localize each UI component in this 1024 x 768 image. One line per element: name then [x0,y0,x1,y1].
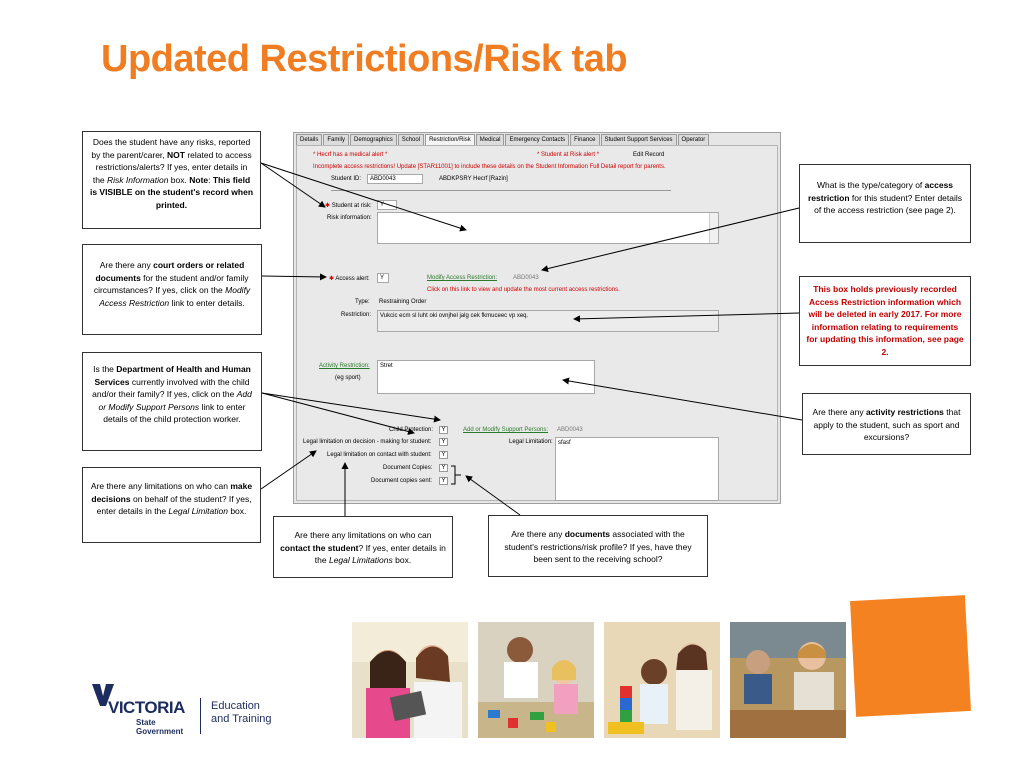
restriction-risk-screenshot [293,132,781,504]
logo-government: Government [136,727,184,736]
access-click-message: Click on this link to view and update the most current access restrictions. [427,287,620,293]
tab-restriction-risk[interactable]: Restriction/Risk [425,134,475,146]
tab-school[interactable]: School [398,134,424,146]
scrollbar[interactable] [709,213,718,243]
orange-square-decoration [850,595,971,717]
divider [331,190,671,191]
document-copies-label: Document Copies: [383,465,433,471]
restriction-textarea: Vukcic ecm sl luht oki ovnjhel jalg cek fkmuceec vp xeq. [377,310,719,332]
risk-information-textarea[interactable] [377,212,719,244]
tab-student-support-services[interactable]: Student Support Services [601,134,677,146]
photo-classroom [730,622,846,738]
tab-operator[interactable]: Operator [678,134,710,146]
callout-access-restriction: What is the type/category of access restriction for this student? Enter details of the access restriction (see page 2). [799,164,971,243]
legal-contact-label: Legal limitation on contact with student: [327,452,432,458]
legal-decision-field[interactable]: Y [439,438,448,446]
type-value: Restraining Order [379,299,427,305]
callout-documents: Are there any documents associated with the student's restrictions/risk profile? If yes, have they been sent to the receiving school? [488,515,708,577]
activity-restriction-textarea[interactable]: Stret [377,360,595,394]
document-sent-label: Document copies sent: [371,478,433,484]
tab-family[interactable]: Family [323,134,349,146]
access-alert-field[interactable]: Y [377,273,389,283]
student-name: ABDKPSRY Hecrf [Razin] [439,176,508,182]
edit-record: Edit Record [633,152,665,158]
logo-education-training [211,700,272,726]
risk-alert: * Student at Risk alert * [537,152,600,158]
callout-contact-student: Are there any limitations on who can contact the student? If yes, enter details in the Legal Limitations box. [273,516,453,578]
legal-limitation-label: Legal Limitation: [509,439,553,445]
legal-decision-label: Legal limitation on decision - making for student: [303,439,432,445]
child-protection-label: Child Protection: [389,427,434,433]
logo-education: Education [211,700,260,712]
callout-make-decisions: Are there any limitations on who can make decisions on behalf of the student? If yes, enter details in the Legal Limitation box. [82,467,261,543]
tab-content [296,145,778,501]
tab-demographics[interactable]: Demographics [350,134,397,146]
callout-dhhs: Is the Department of Health and Human Services currently involved with the child and/or their family? If yes, click on the Add or Modify Support Persons link to enter details of the child protection worker. [82,352,262,451]
incomplete-message: Incomplete access restrictions! Update [STAR11001] to include these details on the Student Information Full Detail report for parents. [313,164,666,170]
student-at-risk-select[interactable]: Y [377,200,397,210]
modify-access-code: ABD0043 [513,275,539,281]
callout-activity-restrictions: Are there any activity restrictions that apply to the student, such as sport and excursions? [802,393,971,455]
document-copies-field[interactable]: Y [439,464,448,472]
activity-restriction-sub: (eg sport) [335,375,361,381]
student-id-field[interactable]: ABD0043 [367,174,423,184]
legal-contact-field[interactable]: Y [439,451,448,459]
student-id-label: Student ID: [331,176,362,182]
logo-state: State [136,718,156,727]
page-title: Updated Restrictions/Risk tab [101,38,628,80]
support-code: ABD0043 [557,427,583,433]
document-sent-field[interactable]: Y [439,477,448,485]
callout-previous-restriction: This box holds previously recorded Access Restriction information which will be deleted in early 2017. For more information relating to requirements for updating this information, see page 2. [799,276,971,366]
add-modify-support-persons-link[interactable]: Add or Modify Support Persons: [463,427,549,433]
logo-victoria: VICTORIA [108,698,185,717]
risk-info-label: Risk information: [327,215,372,221]
callout-court-orders: Are there any court orders or related documents for the student and/or family circumstances? If yes, click on the Modify Access Restriction link to enter details. [82,244,262,335]
logo-divider [200,698,201,734]
tab-details[interactable]: Details [296,134,322,146]
photo-girl-with-tablet [352,622,468,738]
logo-training: and Training [211,713,272,725]
type-label: Type: [355,299,370,305]
child-protection-field[interactable]: Y [439,426,448,434]
modify-access-restriction-link[interactable]: Modify Access Restriction: [427,275,498,281]
activity-restriction-label[interactable]: Activity Restriction: [319,363,370,369]
photo-children-playing [478,622,594,738]
access-alert-label: ✱ Access alert: [329,276,370,282]
restriction-label: Restriction: [341,312,372,318]
callout-risk-information: Does the student have any risks, reported by the parent/carer, NOT related to access restrictions/alerts? If yes, enter details in the Risk Information box. Note: This field is VISIBLE on the student's record when printed. [82,131,261,229]
tab-medical[interactable]: Medical [476,134,505,146]
photo-child-with-blocks [604,622,720,738]
tab-emergency-contacts[interactable]: Emergency Contacts [505,134,569,146]
medical-alert: * Hecrf has a medical alert * [313,152,388,158]
legal-limitation-textarea[interactable]: sfasf [555,437,719,501]
tab-finance[interactable]: Finance [570,134,599,146]
student-at-risk-label: ✱ Student at risk: [325,203,372,209]
